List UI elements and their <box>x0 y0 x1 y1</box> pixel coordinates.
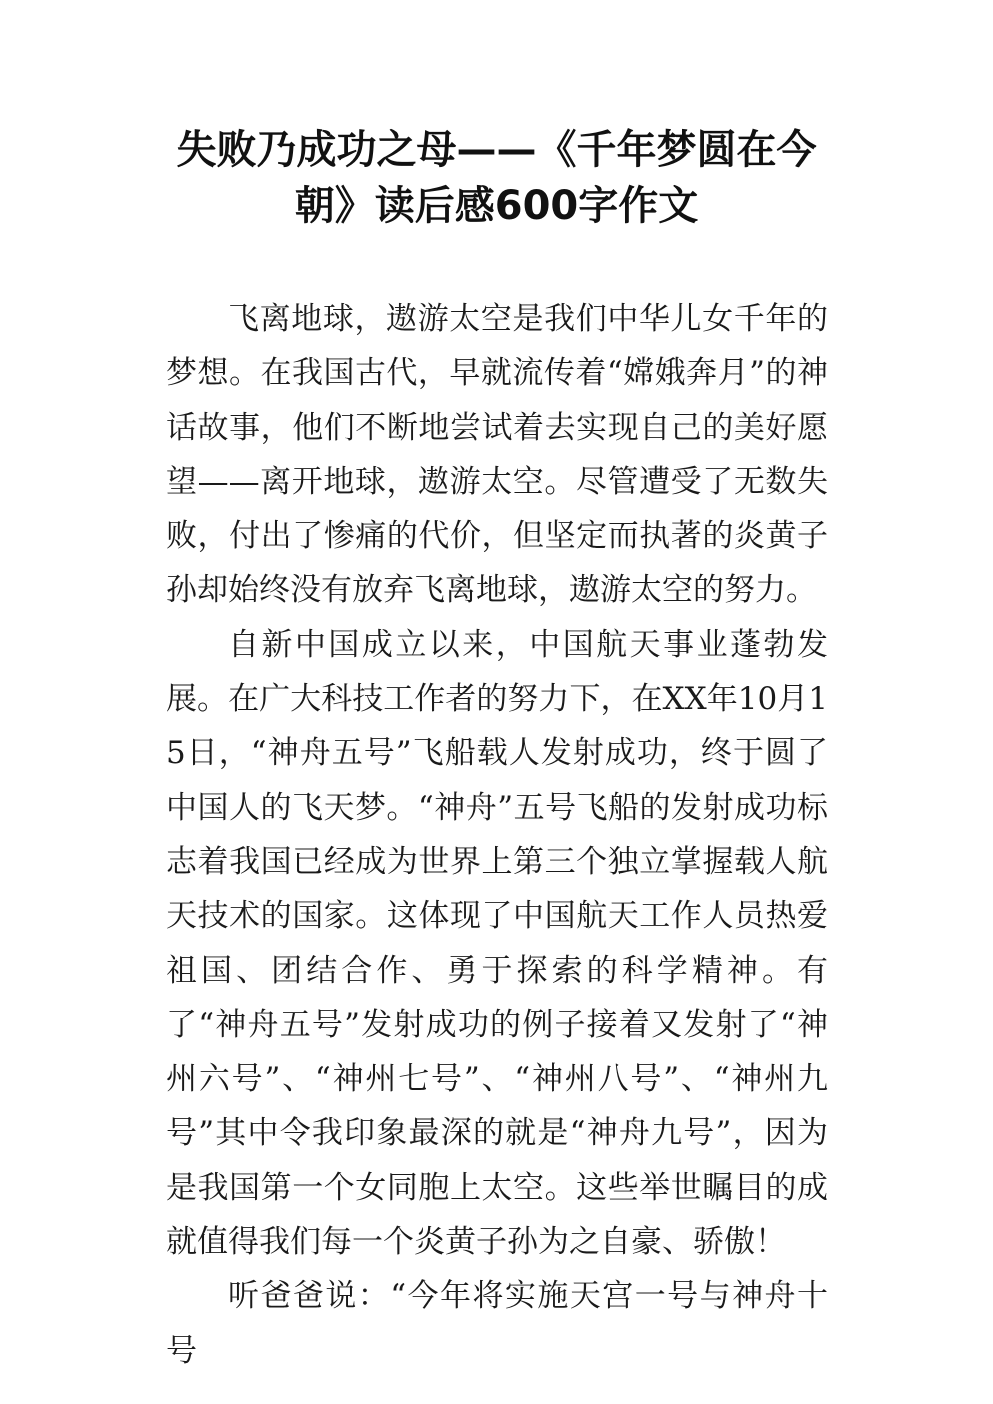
paragraph-1: 飞离地球，遨游太空是我们中华儿女千年的梦想。在我国古代，早就流传着“嫦娥奔月”的神话故事，他们不断地尝试着去实现自己的美好愿望——离开地球，遨游太空。尽管遭受了无数失败，付出了惨痛的代价，但坚定而执著的炎黄子孙却始终没有放弃飞离地球，遨游太空的努力。 <box>166 301 828 609</box>
paragraph-3: 听爸爸说：“今年将实施天宫一号与神舟十号 <box>166 1278 828 1369</box>
document-body <box>166 292 828 1378</box>
document-title: 失败乃成功之母——《千年梦圆在今朝》读后感600字作文 <box>176 127 817 229</box>
paragraph-2: 自新中国成立以来，中国航天事业蓬勃发展。在广大科技工作者的努力下，在XX年10月15日，“神舟五号”飞船载人发射成功，终于圆了中国人的飞天梦。“神舟”五号飞船的发射成功标志着我国已经成为世界上第三个独立掌握载人航天技术的国家。这体现了中国航天工作人员热爱祖国、团结合作、勇于探索的科学精神。有了“神舟五号”发射成功的例子接着又发射了“神州六号”、“神州七号”、“神州八号”、“神州九号”其中令我印象最深的就是“神舟九号”，因为是我国第一个女同胞上太空。这些举世瞩目的成就值得我们每一个炎黄子孙为之自豪、骄傲！ <box>166 626 828 1261</box>
